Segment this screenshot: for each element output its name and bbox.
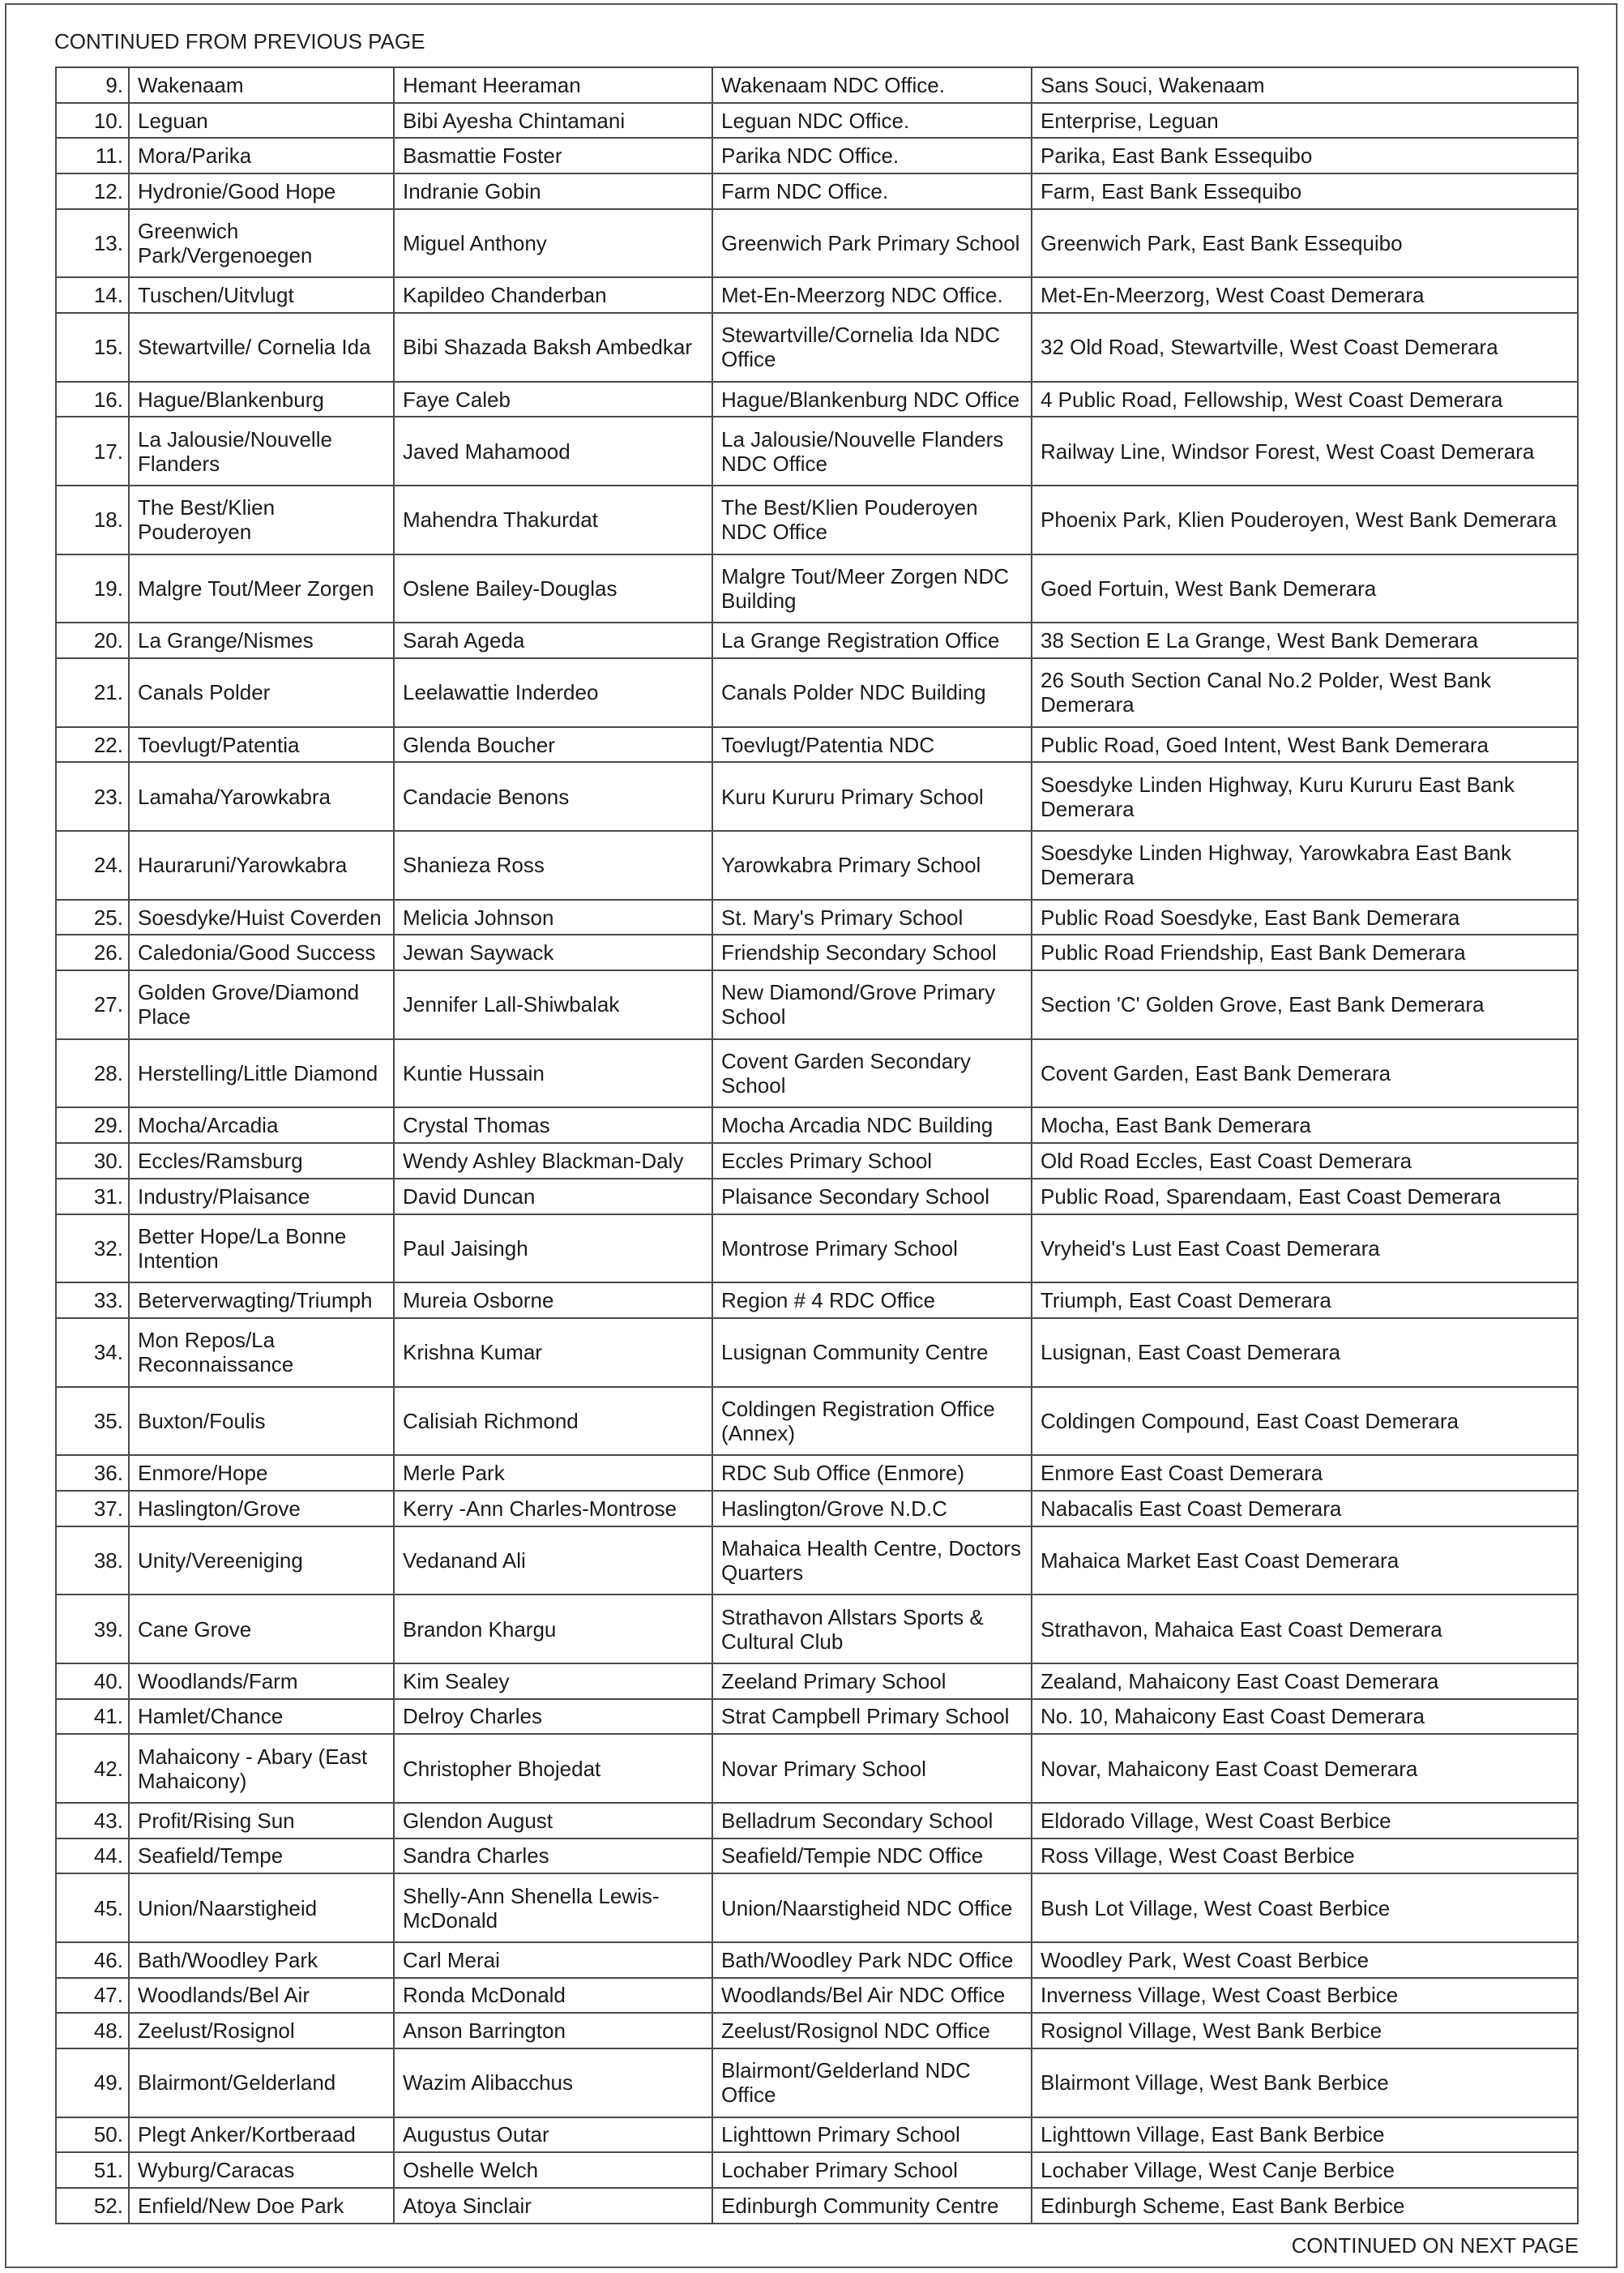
table-row bbox=[56, 1143, 1578, 1179]
registrar-name: Sarah Ageda bbox=[394, 623, 712, 658]
table-row bbox=[56, 1526, 1578, 1595]
office-name: Lusignan Community Centre bbox=[712, 1318, 1032, 1387]
row-number: 29. bbox=[56, 1107, 129, 1143]
district-name: Cane Grove bbox=[129, 1595, 394, 1663]
row-number: 12. bbox=[56, 173, 129, 209]
registrar-name: Shelly-Ann Shenella Lewis-McDonald bbox=[394, 1873, 712, 1942]
row-number: 24. bbox=[56, 831, 129, 900]
row-number: 19. bbox=[56, 554, 129, 623]
row-number: 35. bbox=[56, 1387, 129, 1456]
row-number: 27. bbox=[56, 970, 129, 1039]
registrar-name: Augustus Outar bbox=[394, 2117, 712, 2153]
table-row bbox=[56, 1282, 1578, 1318]
registration-offices-table bbox=[55, 66, 1579, 2224]
office-name: Region # 4 RDC Office bbox=[712, 1282, 1032, 1318]
table-row bbox=[56, 1803, 1578, 1839]
registrar-name: Faye Caleb bbox=[394, 382, 712, 417]
office-name: Seafield/Tempie NDC Office bbox=[712, 1839, 1032, 1874]
office-address: Public Road Soesdyke, East Bank Demerara bbox=[1032, 900, 1578, 935]
district-name: Malgre Tout/Meer Zorgen bbox=[129, 554, 394, 623]
row-number: 23. bbox=[56, 762, 129, 831]
district-name: Unity/Vereeniging bbox=[129, 1526, 394, 1595]
office-name: RDC Sub Office (Enmore) bbox=[712, 1455, 1032, 1491]
office-name: Blairmont/Gelderland NDC Office bbox=[712, 2048, 1032, 2117]
table-row bbox=[56, 2152, 1578, 2188]
row-number: 52. bbox=[56, 2188, 129, 2224]
office-name: Strat Campbell Primary School bbox=[712, 1699, 1032, 1735]
office-address: Woodley Park, West Coast Berbice bbox=[1032, 1942, 1578, 1978]
row-number: 40. bbox=[56, 1663, 129, 1699]
district-name: Woodlands/Bel Air bbox=[129, 1978, 394, 2014]
continued-on-note: CONTINUED ON NEXT PAGE bbox=[1291, 2233, 1579, 2258]
office-name: Woodlands/Bel Air NDC Office bbox=[712, 1978, 1032, 2014]
office-name: Greenwich Park Primary School bbox=[712, 209, 1032, 278]
registrar-name: Kim Sealey bbox=[394, 1663, 712, 1699]
registrar-name: Jewan Saywack bbox=[394, 935, 712, 970]
district-name: Better Hope/La Bonne Intention bbox=[129, 1214, 394, 1283]
office-address: Novar, Mahaicony East Coast Demerara bbox=[1032, 1734, 1578, 1803]
continued-from-note: CONTINUED FROM PREVIOUS PAGE bbox=[54, 29, 425, 54]
registrar-name: Miguel Anthony bbox=[394, 209, 712, 278]
registrar-name: Ronda McDonald bbox=[394, 1978, 712, 2014]
office-address: 26 South Section Canal No.2 Polder, West Bank Demerara bbox=[1032, 658, 1578, 727]
row-number: 41. bbox=[56, 1699, 129, 1735]
district-name: Herstelling/Little Diamond bbox=[129, 1039, 394, 1108]
district-name: Industry/Plaisance bbox=[129, 1179, 394, 1214]
table-row bbox=[56, 658, 1578, 727]
table-row bbox=[56, 1107, 1578, 1143]
office-address: Mocha, East Bank Demerara bbox=[1032, 1107, 1578, 1143]
registrar-name: Anson Barrington bbox=[394, 2013, 712, 2048]
district-name: Caledonia/Good Success bbox=[129, 935, 394, 970]
registrar-name: Mahendra Thakurdat bbox=[394, 486, 712, 554]
office-name: Met-En-Meerzorg NDC Office. bbox=[712, 277, 1032, 313]
table-row bbox=[56, 1179, 1578, 1214]
registrar-name: David Duncan bbox=[394, 1179, 712, 1214]
district-name: Golden Grove/Diamond Place bbox=[129, 970, 394, 1039]
registrar-name: Jennifer Lall-Shiwbalak bbox=[394, 970, 712, 1039]
office-name: Strathavon Allstars Sports & Cultural Club bbox=[712, 1595, 1032, 1663]
registrar-name: Melicia Johnson bbox=[394, 900, 712, 935]
office-name: Eccles Primary School bbox=[712, 1143, 1032, 1179]
office-name: Malgre Tout/Meer Zorgen NDC Building bbox=[712, 554, 1032, 623]
table-row bbox=[56, 1455, 1578, 1491]
row-number: 48. bbox=[56, 2013, 129, 2048]
district-name: Profit/Rising Sun bbox=[129, 1803, 394, 1839]
office-address: Blairmont Village, West Bank Berbice bbox=[1032, 2048, 1578, 2117]
table-row bbox=[56, 103, 1578, 139]
office-address: Sans Souci, Wakenaam bbox=[1032, 67, 1578, 103]
row-number: 13. bbox=[56, 209, 129, 278]
district-name: Bath/Woodley Park bbox=[129, 1942, 394, 1978]
row-number: 11. bbox=[56, 138, 129, 173]
row-number: 34. bbox=[56, 1318, 129, 1387]
registrar-name: Kuntie Hussain bbox=[394, 1039, 712, 1108]
office-address: Enmore East Coast Demerara bbox=[1032, 1455, 1578, 1491]
registrar-name: Christopher Bhojedat bbox=[394, 1734, 712, 1803]
registrar-name: Vedanand Ali bbox=[394, 1526, 712, 1595]
office-name: La Grange Registration Office bbox=[712, 623, 1032, 658]
office-address: Old Road Eccles, East Coast Demerara bbox=[1032, 1143, 1578, 1179]
row-number: 17. bbox=[56, 417, 129, 486]
table-row bbox=[56, 2188, 1578, 2224]
office-address: Public Road, Sparendaam, East Coast Demerara bbox=[1032, 1179, 1578, 1214]
office-address: Covent Garden, East Bank Demerara bbox=[1032, 1039, 1578, 1108]
office-name: Zeeland Primary School bbox=[712, 1663, 1032, 1699]
table-row bbox=[56, 138, 1578, 173]
row-number: 21. bbox=[56, 658, 129, 727]
row-number: 46. bbox=[56, 1942, 129, 1978]
office-address: Goed Fortuin, West Bank Demerara bbox=[1032, 554, 1578, 623]
registrar-name: Sandra Charles bbox=[394, 1839, 712, 1874]
office-name: The Best/Klien Pouderoyen NDC Office bbox=[712, 486, 1032, 554]
row-number: 9. bbox=[56, 67, 129, 103]
office-address: Enterprise, Leguan bbox=[1032, 103, 1578, 139]
district-name: Beterverwagting/Triumph bbox=[129, 1282, 394, 1318]
office-address: Inverness Village, West Coast Berbice bbox=[1032, 1978, 1578, 2014]
district-name: Seafield/Tempe bbox=[129, 1839, 394, 1874]
row-number: 33. bbox=[56, 1282, 129, 1318]
district-name: Mahaicony - Abary (East Mahaicony) bbox=[129, 1734, 394, 1803]
row-number: 45. bbox=[56, 1873, 129, 1942]
registrar-name: Candacie Benons bbox=[394, 762, 712, 831]
table-row bbox=[56, 173, 1578, 209]
district-name: Toevlugt/Patentia bbox=[129, 727, 394, 763]
table-row bbox=[56, 417, 1578, 486]
office-address: Coldingen Compound, East Coast Demerara bbox=[1032, 1387, 1578, 1456]
row-number: 30. bbox=[56, 1143, 129, 1179]
registrar-name: Leelawattie Inderdeo bbox=[394, 658, 712, 727]
district-name: Union/Naarstigheid bbox=[129, 1873, 394, 1942]
district-name: Plegt Anker/Kortberaad bbox=[129, 2117, 394, 2153]
registrar-name: Indranie Gobin bbox=[394, 173, 712, 209]
office-address: Ross Village, West Coast Berbice bbox=[1032, 1839, 1578, 1874]
table-row bbox=[56, 2013, 1578, 2048]
table-row bbox=[56, 67, 1578, 103]
office-name: St. Mary's Primary School bbox=[712, 900, 1032, 935]
district-name: Blairmont/Gelderland bbox=[129, 2048, 394, 2117]
registrar-name: Oshelle Welch bbox=[394, 2152, 712, 2188]
office-name: Bath/Woodley Park NDC Office bbox=[712, 1942, 1032, 1978]
office-address: Phoenix Park, Klien Pouderoyen, West Bank Demerara bbox=[1032, 486, 1578, 554]
registrar-name: Javed Mahamood bbox=[394, 417, 712, 486]
office-name: Zeelust/Rosignol NDC Office bbox=[712, 2013, 1032, 2048]
office-name: Lighttown Primary School bbox=[712, 2117, 1032, 2153]
office-name: Plaisance Secondary School bbox=[712, 1179, 1032, 1214]
office-name: New Diamond/Grove Primary School bbox=[712, 970, 1032, 1039]
row-number: 22. bbox=[56, 727, 129, 763]
registrar-name: Kapildeo Chanderban bbox=[394, 277, 712, 313]
district-name: Mora/Parika bbox=[129, 138, 394, 173]
office-address: 38 Section E La Grange, West Bank Demerara bbox=[1032, 623, 1578, 658]
table-row bbox=[56, 1595, 1578, 1663]
table-row bbox=[56, 1318, 1578, 1387]
row-number: 16. bbox=[56, 382, 129, 417]
row-number: 20. bbox=[56, 623, 129, 658]
table-row bbox=[56, 554, 1578, 623]
row-number: 32. bbox=[56, 1214, 129, 1283]
office-name: Friendship Secondary School bbox=[712, 935, 1032, 970]
office-name: Mocha Arcadia NDC Building bbox=[712, 1107, 1032, 1143]
office-name: Canals Polder NDC Building bbox=[712, 658, 1032, 727]
table-row bbox=[56, 935, 1578, 970]
district-name: Enfield/New Doe Park bbox=[129, 2188, 394, 2224]
row-number: 42. bbox=[56, 1734, 129, 1803]
office-name: Coldingen Registration Office (Annex) bbox=[712, 1387, 1032, 1456]
registrar-name: Basmattie Foster bbox=[394, 138, 712, 173]
office-name: Farm NDC Office. bbox=[712, 173, 1032, 209]
table-row bbox=[56, 1699, 1578, 1735]
registrar-name: Glenda Boucher bbox=[394, 727, 712, 763]
registrar-name: Shanieza Ross bbox=[394, 831, 712, 900]
registrar-name: Calisiah Richmond bbox=[394, 1387, 712, 1456]
district-name: Greenwich Park/Vergenoegen bbox=[129, 209, 394, 278]
office-address: No. 10, Mahaicony East Coast Demerara bbox=[1032, 1699, 1578, 1735]
row-number: 28. bbox=[56, 1039, 129, 1108]
district-name: Woodlands/Farm bbox=[129, 1663, 394, 1699]
office-address: Public Road, Goed Intent, West Bank Demerara bbox=[1032, 727, 1578, 763]
district-name: Buxton/Foulis bbox=[129, 1387, 394, 1456]
row-number: 14. bbox=[56, 277, 129, 313]
table-row bbox=[56, 762, 1578, 831]
district-name: Eccles/Ramsburg bbox=[129, 1143, 394, 1179]
office-address: Nabacalis East Coast Demerara bbox=[1032, 1491, 1578, 1526]
table-row bbox=[56, 1663, 1578, 1699]
table-row bbox=[56, 900, 1578, 935]
office-address: Strathavon, Mahaica East Coast Demerara bbox=[1032, 1595, 1578, 1663]
office-name: Mahaica Health Centre, Doctors Quarters bbox=[712, 1526, 1032, 1595]
district-name: Zeelust/Rosignol bbox=[129, 2013, 394, 2048]
office-name: Leguan NDC Office. bbox=[712, 103, 1032, 139]
row-number: 18. bbox=[56, 486, 129, 554]
office-address: Lochaber Village, West Canje Berbice bbox=[1032, 2152, 1578, 2188]
office-name: Kuru Kururu Primary School bbox=[712, 762, 1032, 831]
table-row bbox=[56, 382, 1578, 417]
office-address: Soesdyke Linden Highway, Kuru Kururu East Bank Demerara bbox=[1032, 762, 1578, 831]
table-row bbox=[56, 970, 1578, 1039]
district-name: Tuschen/Uitvlugt bbox=[129, 277, 394, 313]
office-address: Section 'C' Golden Grove, East Bank Demerara bbox=[1032, 970, 1578, 1039]
office-address: Vryheid's Lust East Coast Demerara bbox=[1032, 1214, 1578, 1283]
table-row bbox=[56, 2117, 1578, 2153]
table-row bbox=[56, 1734, 1578, 1803]
row-number: 43. bbox=[56, 1803, 129, 1839]
office-address: Railway Line, Windsor Forest, West Coast Demerara bbox=[1032, 417, 1578, 486]
registrar-name: Carl Merai bbox=[394, 1942, 712, 1978]
district-name: The Best/Klien Pouderoyen bbox=[129, 486, 394, 554]
district-name: Wakenaam bbox=[129, 67, 394, 103]
office-address: Zealand, Mahaicony East Coast Demerara bbox=[1032, 1663, 1578, 1699]
registrar-name: Merle Park bbox=[394, 1455, 712, 1491]
office-name: Haslington/Grove N.D.C bbox=[712, 1491, 1032, 1526]
office-name: Covent Garden Secondary School bbox=[712, 1039, 1032, 1108]
row-number: 31. bbox=[56, 1179, 129, 1214]
office-name: Toevlugt/Patentia NDC bbox=[712, 727, 1032, 763]
row-number: 39. bbox=[56, 1595, 129, 1663]
table-row bbox=[56, 486, 1578, 554]
table-row bbox=[56, 1978, 1578, 2014]
office-address: 32 Old Road, Stewartville, West Coast Demerara bbox=[1032, 313, 1578, 382]
district-name: Haslington/Grove bbox=[129, 1491, 394, 1526]
office-name: Belladrum Secondary School bbox=[712, 1803, 1032, 1839]
registrar-name: Crystal Thomas bbox=[394, 1107, 712, 1143]
office-address: Greenwich Park, East Bank Essequibo bbox=[1032, 209, 1578, 278]
registrar-name: Krishna Kumar bbox=[394, 1318, 712, 1387]
office-name: Yarowkabra Primary School bbox=[712, 831, 1032, 900]
office-address: Farm, East Bank Essequibo bbox=[1032, 173, 1578, 209]
district-name: Soesdyke/Huist Coverden bbox=[129, 900, 394, 935]
table-row bbox=[56, 1491, 1578, 1526]
registrar-name: Oslene Bailey-Douglas bbox=[394, 554, 712, 623]
table-row bbox=[56, 1214, 1578, 1283]
registrar-name: Wazim Alibacchus bbox=[394, 2048, 712, 2117]
table-row bbox=[56, 277, 1578, 313]
office-address: 4 Public Road, Fellowship, West Coast Demerara bbox=[1032, 382, 1578, 417]
district-name: Hydronie/Good Hope bbox=[129, 173, 394, 209]
district-name: Mocha/Arcadia bbox=[129, 1107, 394, 1143]
registrar-name: Hemant Heeraman bbox=[394, 67, 712, 103]
office-name: Montrose Primary School bbox=[712, 1214, 1032, 1283]
office-name: Parika NDC Office. bbox=[712, 138, 1032, 173]
table-row bbox=[56, 1039, 1578, 1108]
registrar-name: Atoya Sinclair bbox=[394, 2188, 712, 2224]
table-row bbox=[56, 1873, 1578, 1942]
district-name: Mon Repos/La Reconnaissance bbox=[129, 1318, 394, 1387]
table-row bbox=[56, 313, 1578, 382]
office-address: Lusignan, East Coast Demerara bbox=[1032, 1318, 1578, 1387]
registrar-name: Paul Jaisingh bbox=[394, 1214, 712, 1283]
office-address: Met-En-Meerzorg, West Coast Demerara bbox=[1032, 277, 1578, 313]
row-number: 25. bbox=[56, 900, 129, 935]
registrar-name: Mureia Osborne bbox=[394, 1282, 712, 1318]
office-name: Stewartville/Cornelia Ida NDC Office bbox=[712, 313, 1032, 382]
table-row bbox=[56, 727, 1578, 763]
district-name: Hague/Blankenburg bbox=[129, 382, 394, 417]
row-number: 51. bbox=[56, 2152, 129, 2188]
table-row bbox=[56, 623, 1578, 658]
district-name: Hauraruni/Yarowkabra bbox=[129, 831, 394, 900]
district-name: La Jalousie/Nouvelle Flanders bbox=[129, 417, 394, 486]
table-row bbox=[56, 2048, 1578, 2117]
office-address: Public Road Friendship, East Bank Demerara bbox=[1032, 935, 1578, 970]
district-name: Lamaha/Yarowkabra bbox=[129, 762, 394, 831]
office-address: Triumph, East Coast Demerara bbox=[1032, 1282, 1578, 1318]
district-name: Enmore/Hope bbox=[129, 1455, 394, 1491]
row-number: 44. bbox=[56, 1839, 129, 1874]
row-number: 47. bbox=[56, 1978, 129, 2014]
office-name: Edinburgh Community Centre bbox=[712, 2188, 1032, 2224]
office-address: Mahaica Market East Coast Demerara bbox=[1032, 1526, 1578, 1595]
registrar-name: Wendy Ashley Blackman-Daly bbox=[394, 1143, 712, 1179]
office-name: Wakenaam NDC Office. bbox=[712, 67, 1032, 103]
row-number: 26. bbox=[56, 935, 129, 970]
row-number: 10. bbox=[56, 103, 129, 139]
office-address: Rosignol Village, West Bank Berbice bbox=[1032, 2013, 1578, 2048]
registrar-name: Bibi Shazada Baksh Ambedkar bbox=[394, 313, 712, 382]
row-number: 49. bbox=[56, 2048, 129, 2117]
office-name: Union/Naarstigheid NDC Office bbox=[712, 1873, 1032, 1942]
registrar-name: Bibi Ayesha Chintamani bbox=[394, 103, 712, 139]
row-number: 38. bbox=[56, 1526, 129, 1595]
office-address: Soesdyke Linden Highway, Yarowkabra East Bank Demerara bbox=[1032, 831, 1578, 900]
row-number: 15. bbox=[56, 313, 129, 382]
district-name: Canals Polder bbox=[129, 658, 394, 727]
office-address: Bush Lot Village, West Coast Berbice bbox=[1032, 1873, 1578, 1942]
table-row bbox=[56, 1839, 1578, 1874]
table-row bbox=[56, 1387, 1578, 1456]
registrar-name: Glendon August bbox=[394, 1803, 712, 1839]
district-name: La Grange/Nismes bbox=[129, 623, 394, 658]
office-address: Parika, East Bank Essequibo bbox=[1032, 138, 1578, 173]
row-number: 36. bbox=[56, 1455, 129, 1491]
registrar-name: Brandon Khargu bbox=[394, 1595, 712, 1663]
office-name: Hague/Blankenburg NDC Office bbox=[712, 382, 1032, 417]
registrar-name: Delroy Charles bbox=[394, 1699, 712, 1735]
district-name: Wyburg/Caracas bbox=[129, 2152, 394, 2188]
office-name: Novar Primary School bbox=[712, 1734, 1032, 1803]
office-address: Eldorado Village, West Coast Berbice bbox=[1032, 1803, 1578, 1839]
office-name: La Jalousie/Nouvelle Flanders NDC Office bbox=[712, 417, 1032, 486]
row-number: 37. bbox=[56, 1491, 129, 1526]
table-row bbox=[56, 1942, 1578, 1978]
office-name: Lochaber Primary School bbox=[712, 2152, 1032, 2188]
table-row bbox=[56, 209, 1578, 278]
office-address: Lighttown Village, East Bank Berbice bbox=[1032, 2117, 1578, 2153]
registrar-name: Kerry -Ann Charles-Montrose bbox=[394, 1491, 712, 1526]
district-name: Stewartville/ Cornelia Ida bbox=[129, 313, 394, 382]
table-row bbox=[56, 831, 1578, 900]
office-address: Edinburgh Scheme, East Bank Berbice bbox=[1032, 2188, 1578, 2224]
district-name: Leguan bbox=[129, 103, 394, 139]
district-name: Hamlet/Chance bbox=[129, 1699, 394, 1735]
row-number: 50. bbox=[56, 2117, 129, 2153]
